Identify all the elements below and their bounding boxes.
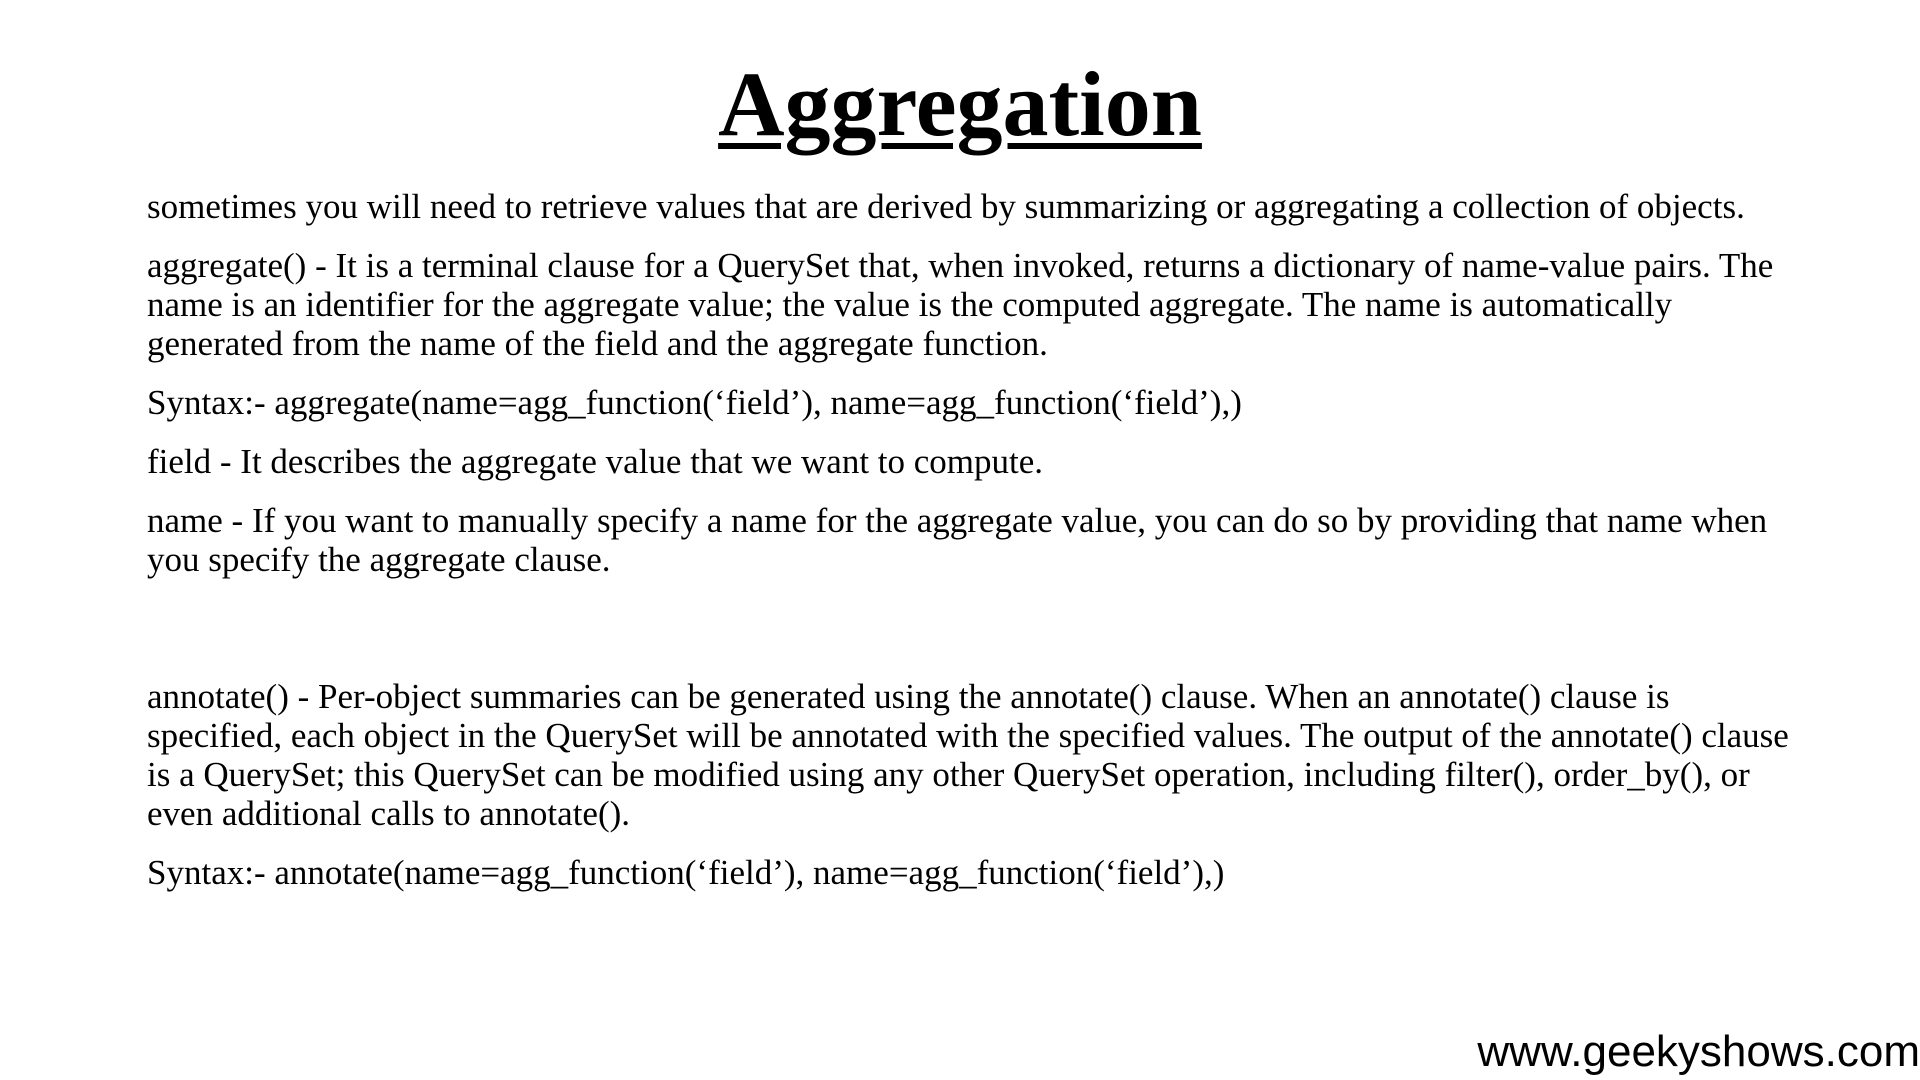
intro-paragraph: sometimes you will need to retrieve values that are derived by summarizing or aggregating a collection of objects. bbox=[147, 187, 1745, 226]
footer-website-url: www.geekyshows.com bbox=[1477, 1026, 1920, 1076]
aggregate-syntax: Syntax:- aggregate(name=agg_function(‘field’), name=agg_function(‘field’),) bbox=[147, 383, 1242, 422]
slide-body bbox=[147, 187, 1807, 912]
slide-title: Aggregation bbox=[718, 53, 1202, 155]
aggregate-description: aggregate() - It is a terminal clause for a QuerySet that, when invoked, returns a dictionary of name-value pairs. The name is an identifier for the aggregate value; the value is the computed aggregate. The name is automatically generated from the name of the field and the aggregate function. bbox=[147, 246, 1774, 363]
annotate-description: annotate() - Per-object summaries can be generated using the annotate() clause. When an annotate() clause is specified, each object in the QuerySet will be annotated with the specified values. The output of the annotate() clause is a QuerySet; this QuerySet can be modified using any other QuerySet operation, including filter(), order_by(), or even additional calls to annotate(). bbox=[147, 677, 1789, 833]
annotate-syntax: Syntax:- annotate(name=agg_function(‘field’), name=agg_function(‘field’),) bbox=[147, 853, 1225, 892]
field-description: field - It describes the aggregate value that we want to compute. bbox=[147, 442, 1044, 481]
name-description: name - If you want to manually specify a name for the aggregate value, you can do so by providing that name when you specify the aggregate clause. bbox=[147, 501, 1768, 579]
